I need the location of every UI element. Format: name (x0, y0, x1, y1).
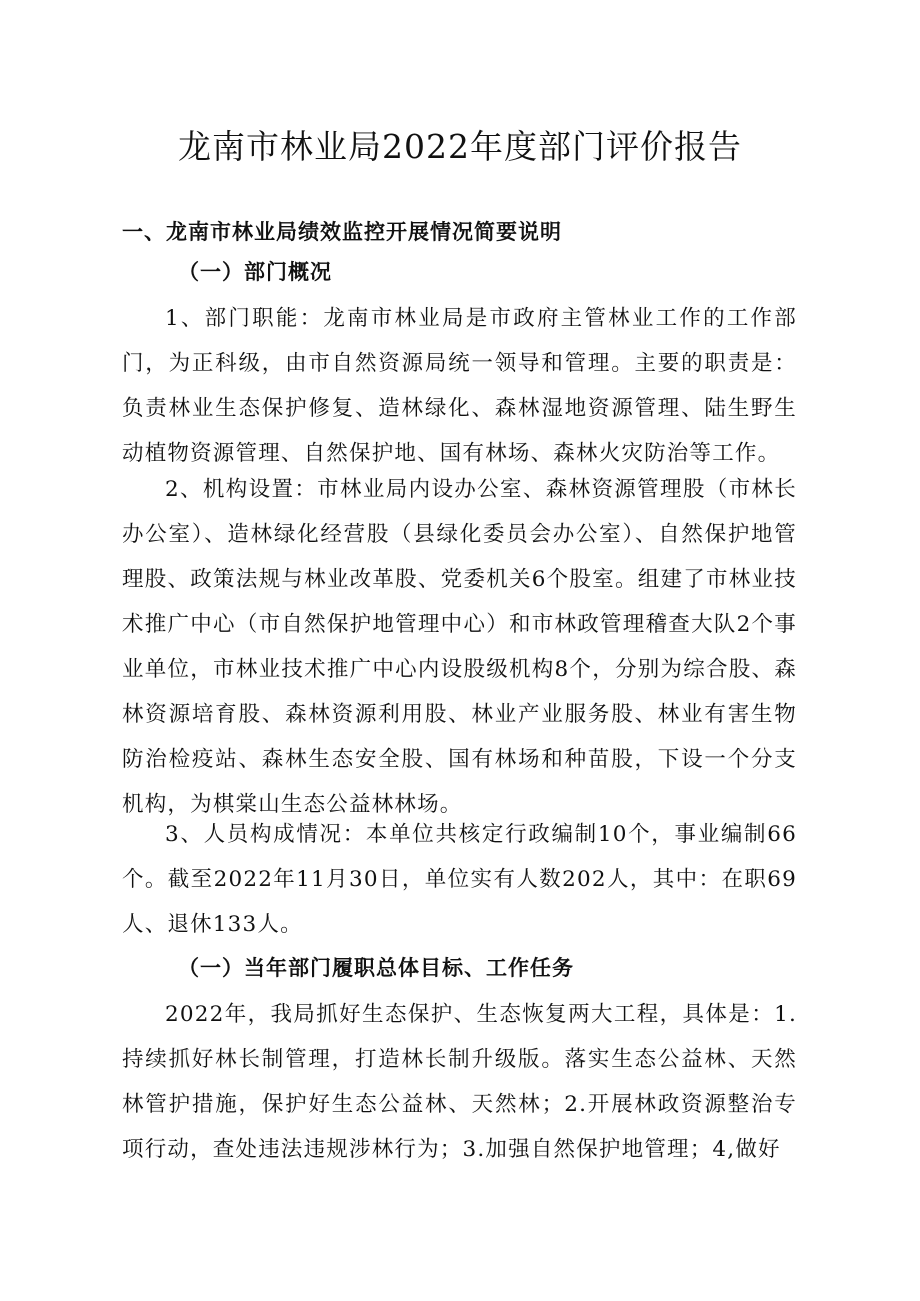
paragraph-structure: 2、机构设置：市林业局内设办公室、森林资源管理股（市林长办公室）、造林绿化经营股（县绿化委员会办公室）、自然保护地管理股、政策法规与林业改革股、党委机关6个股室。组建了市林业技术推广中心（市自然保护地管理中心）和市林政管理稽查大队2个事业单位，市林业技术推广中心内设股级机构8个，分别为综合股、森林资源培育股、森林资源利用股、林业产业服务股、林业有害生物防治检疫站、森林生态安全股、国有林场和种苗股，下设一个分支机构，为棋棠山生态公益林林场。 (122, 477, 797, 817)
paragraph-staff: 3、人员构成情况：本单位共核定行政编制10个，事业编制66个。截至2022年11月30日，单位实有人数202人，其中：在职69人、退休133人。 (122, 822, 797, 937)
subsection-heading-goals: （一）当年部门履职总体目标、工作任务 (178, 956, 574, 980)
paragraph-functions: 1、部门职能：龙南市林业局是市政府主管林业工作的工作部门，为正科级，由市自然资源局统一领导和管理。主要的职责是：负责林业生态保护修复、造林绿化、森林湿地资源管理、陆生野生动植物资源管理、自然保护地、国有林场、森林火灾防治等工作。 (122, 306, 797, 466)
paragraph-goals: 2022年，我局抓好生态保护、生态恢复两大工程，具体是：1.持续抓好林长制管理，打造林长制升级版。落实生态公益林、天然林管护措施，保护好生态公益林、天然林；2.开展林政资源整治专项行动，查处违法违规涉林行为；3.加强自然保护地管理；4,做好 (122, 1002, 797, 1162)
section-heading-overview: 一、龙南市林业局绩效监控开展情况简要说明 (122, 220, 562, 244)
document-title: 龙南市林业局2022年度部门评价报告 (178, 127, 742, 166)
subsection-heading-department: （一）部门概况 (178, 260, 332, 284)
